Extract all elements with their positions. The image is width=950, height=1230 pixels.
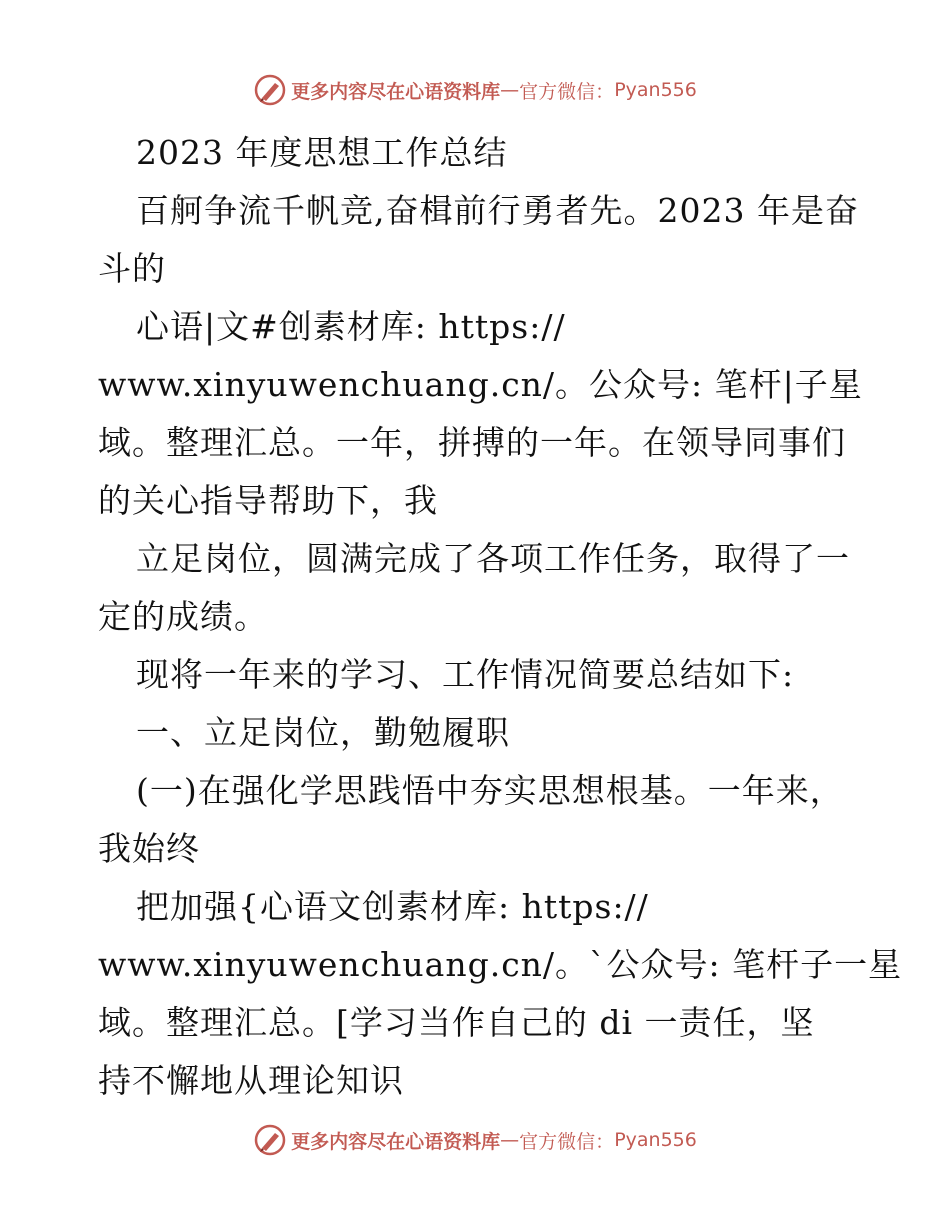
watermark-main-text: 更多内容尽在心语资料库 [291, 80, 501, 103]
watermark-wechat-id: Pyan556 [614, 79, 697, 101]
text-line: 心语|文#创素材库: https:// [136, 307, 566, 346]
text-line: 持不懈地从理论知识 [98, 1061, 404, 1100]
watermark-wechat-id: Pyan556 [614, 1129, 697, 1151]
pen-logo-icon [253, 73, 287, 107]
text-line: 域。整理汇总。[学习当作自己的 di 一责任，坚 [98, 1003, 815, 1042]
pen-logo-icon [253, 1123, 287, 1157]
watermark-dash: — [500, 1129, 520, 1151]
watermark-main-text: 更多内容尽在心语资料库 [291, 1130, 501, 1153]
watermark-banner-top [0, 70, 950, 110]
document-title: 2023 年度思想工作总结 [136, 133, 508, 172]
text-line: 把加强{心语文创素材库: https:// [136, 887, 649, 926]
text-line: 域。整理汇总。一年，拼搏的一年。在领导同事们 [98, 423, 846, 462]
text-line: 的关心指导帮助下，我 [98, 481, 438, 520]
watermark-dash: — [500, 79, 520, 101]
text-line: 定的成绩。 [98, 597, 268, 636]
text-line: 我始终 [98, 829, 200, 868]
text-line: 立足岗位，圆满完成了各项工作任务，取得了一 [136, 539, 850, 578]
text-line: (一)在强化学思践悟中夯实思想根基。一年来， [136, 771, 844, 810]
text-line: 斗的 [98, 249, 166, 288]
section-heading: 一、立足岗位，勤勉履职 [136, 713, 510, 752]
watermark-banner-bottom [0, 1120, 950, 1160]
watermark-sub-text: 官方微信： [519, 80, 615, 103]
document-body [98, 124, 903, 1110]
text-line: www.xinyuwenchuang.cn/。`公众号: 笔杆子一星 [98, 945, 903, 984]
watermark-sub-text: 官方微信： [519, 1130, 615, 1153]
text-line: 百舸争流千帆竞,奋楫前行勇者先。2023 年是奋 [136, 191, 859, 230]
text-line: 现将一年来的学习、工作情况简要总结如下: [136, 655, 795, 694]
text-line: www.xinyuwenchuang.cn/。公众号: 笔杆|子星 [98, 365, 863, 404]
